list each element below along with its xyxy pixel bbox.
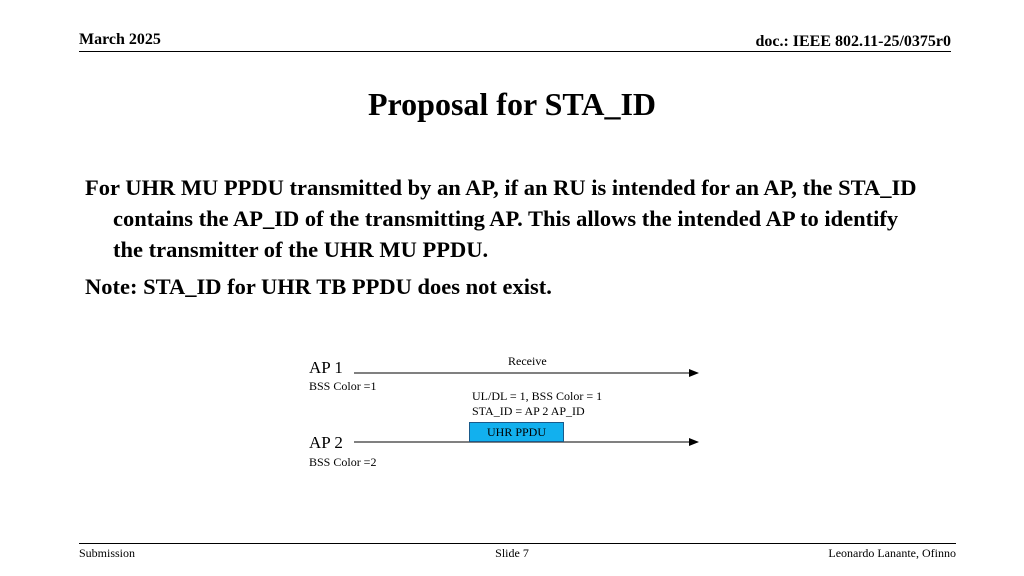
body-paragraph-2: Note: STA_ID for UHR TB PPDU does not exist. (85, 274, 552, 299)
header-doc-id: doc.: IEEE 802.11-25/0375r0 (755, 33, 951, 50)
ap1-bss-color: BSS Color =1 (309, 379, 377, 393)
frame-info-line2: STA_ID = AP 2 AP_ID (472, 404, 585, 418)
header-date: March 2025 (79, 31, 161, 48)
slide-title: Proposal for STA_ID (367, 86, 657, 122)
uhr-ppdu-box: UHR PPDU (469, 422, 564, 442)
frame-info-line1: UL/DL = 1, BSS Color = 1 (472, 389, 603, 403)
footer-submission: Submission (79, 546, 136, 560)
footer-divider (79, 543, 956, 544)
body-paragraph-1: For UHR MU PPDU transmitted by an AP, if an RU is intended for an AP, the STA_ID contains the AP_ID of the transmitting AP. This allows the intended AP to identify the transmitter of the UHR MU PPDU. (85, 175, 917, 262)
ap1-label: AP 1 (309, 358, 343, 377)
receive-label: Receive (508, 354, 547, 368)
ap2-label: AP 2 (309, 433, 343, 452)
footer-slide-number: Slide 7 (495, 546, 529, 560)
footer-author: Leonardo Lanante, Ofinno (828, 546, 956, 560)
ap2-bss-color: BSS Color =2 (309, 455, 377, 469)
